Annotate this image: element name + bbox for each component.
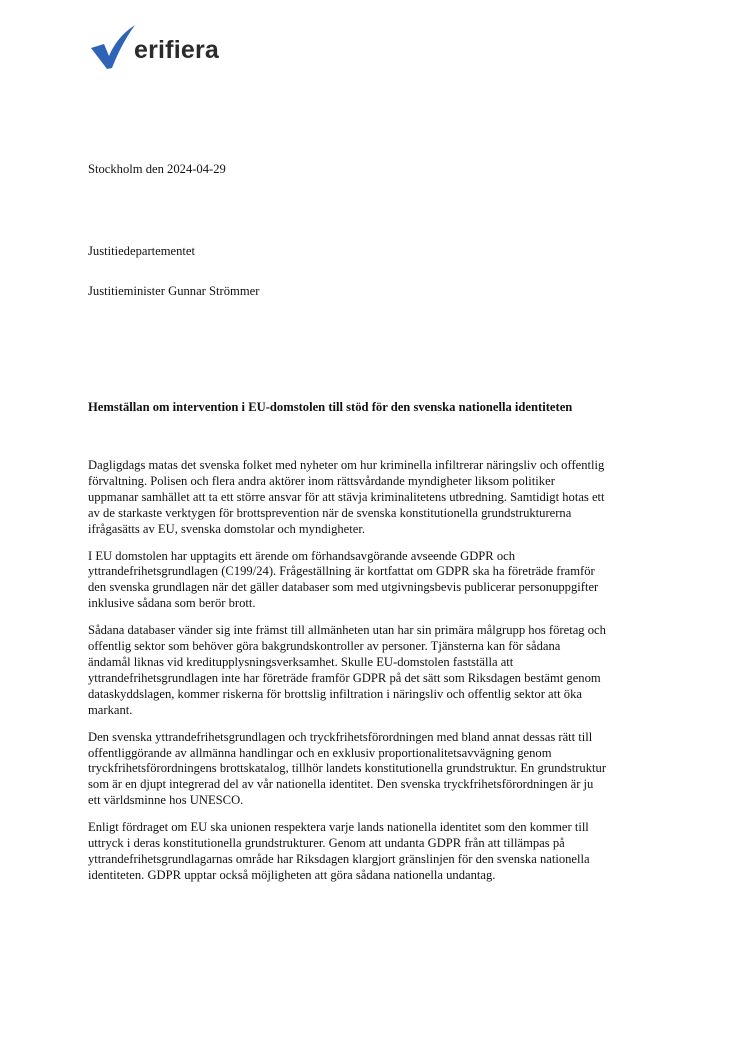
paragraph-1: Dagligdags matas det svenska folket med nyheter om hur kriminella infiltrerar näringsliv och offentlig förvaltning. Polisen och flera andra aktörer inom rättsvårdande myndigheter liksom politiker uppmanar samhället att ta ett större ansvar för att stävja kriminalitetens utbredning. Samtidigt hotas ett av de starkaste verktygen för brottsprevention när de svenska konstitutionella grundstrukturerna ifrågasätts av EU, svenska domstolar och myndigheter. (88, 458, 605, 536)
recipient-org: Justitiedepartementet (88, 244, 196, 258)
checkmark-logo-icon (89, 24, 137, 70)
recipient-person: Justitieminister Gunnar Strömmer (88, 284, 260, 298)
letter-title: Hemställan om intervention i EU-domstolen till stöd för den svenska nationella identiteten (88, 400, 573, 414)
logo-wordmark: erifiera (134, 36, 219, 64)
letter-body (88, 458, 670, 895)
paragraph-3: Sådana databaser vänder sig inte främst till allmänheten utan har sin primära målgrupp hos företag och offentlig sektor som behöver göra bakgrundskontroller av personer. Tjänsterna kan för sådana ändamål liknas vid kreditupplysningsverksamhet. Skulle EU-domstolen fastställa att yttrandefrihetsgrundlagen inte har företräde framför GDPR på det sätt som Riksdagen bestämt genom dataskyddslagen, kommer riskerna för brottslig infiltration i näringsliv och offentlig sektor att öka markant. (88, 623, 606, 717)
place-date: Stockholm den 2024-04-29 (88, 162, 226, 176)
paragraph-2: I EU domstolen har upptagits ett ärende om förhandsavgörande avseende GDPR och yttrandefrihetsgrundlagen (C199/24). Frågeställning är kortfattat om GDPR ska ha företräde framför den svenska grundlagen när det gäller databaser som med utgivningsbevis publicerar personuppgifter inklusive sådana som berör brott. (88, 548, 599, 611)
paragraph-5: Enligt fördraget om EU ska unionen respektera varje lands nationella identitet som den kommer till uttryck i deras konstitutionella grundstrukturer. Genom att undanta GDPR från att tillämpas på yttrandefrihetsgrundlagarnas område har Riksdagen klargjort gränslinjen för den svenska nationella identiteten. GDPR upptar också möjligheten att göra sådana nationella undantag. (88, 820, 590, 882)
verifiera-logo (89, 22, 219, 70)
paragraph-4: Den svenska yttrandefrihetsgrundlagen och tryckfrihetsförordningen med bland annat dessas rätt till offentliggörande av allmänna handlingar och en exklusiv proportionalitetsavvägning genom tryckfrihetsförordningens brottskatalog, tillhör landets konstitutionella grundstruktur. En grundstruktur som är en djupt integrerad del av vår nationella identitet. Den svenska tryckfrihetsförordningen är ju ett världsminne hos UNESCO. (88, 729, 607, 808)
